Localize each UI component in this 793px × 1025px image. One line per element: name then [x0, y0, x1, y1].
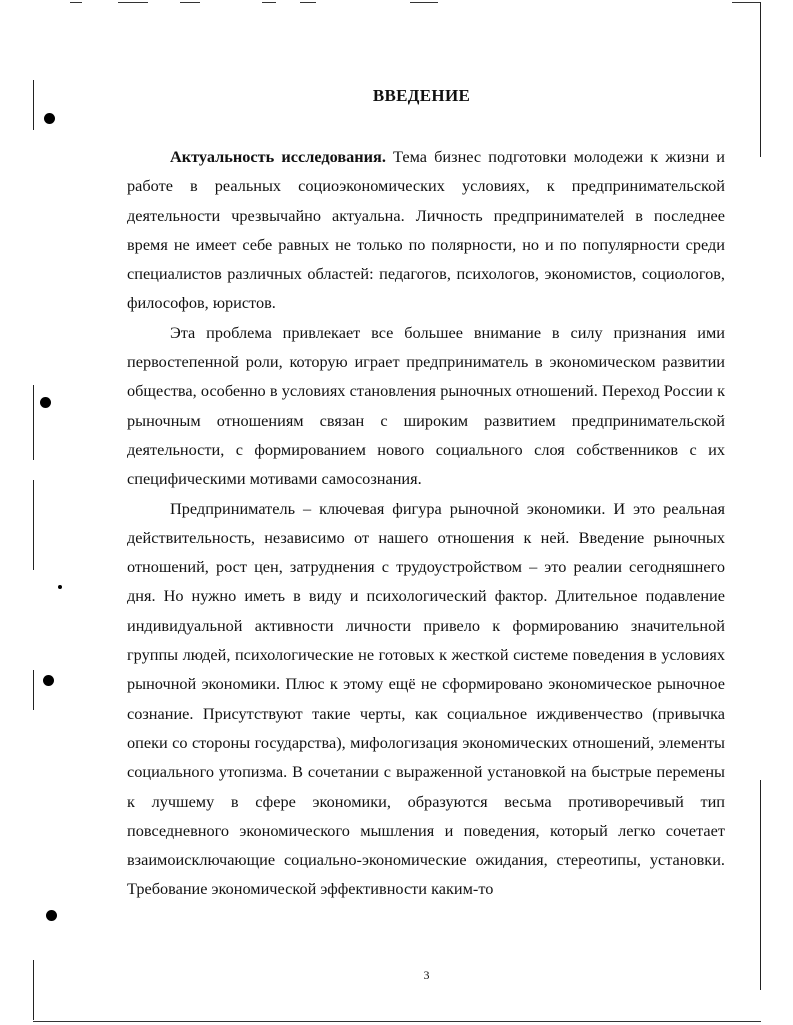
binder-hole-4 — [46, 910, 57, 921]
scan-artifact-top-4 — [262, 2, 276, 3]
paragraph-lead-heading: Актуальность исследования. — [170, 147, 386, 166]
page-number: 3 — [423, 968, 430, 982]
scan-artifact-top-1 — [70, 2, 82, 3]
paragraph-problem — [127, 318, 725, 494]
binder-hole-2 — [40, 397, 51, 408]
scan-artifact-top-2 — [118, 2, 148, 3]
document-body — [127, 142, 725, 904]
scan-artifact-top-5 — [300, 2, 316, 3]
scan-artifact-left-2 — [33, 385, 34, 460]
scan-artifact-bottom-edge — [33, 1021, 761, 1022]
paragraph-text: Предприниматель – ключевая фигура рыночной экономики. И это реальная действительность, независимо от нашего отношения к ней. Введение рыночных отношений, рост цен, затруднения с трудоустройством – это реалии сегодняшнего дня. Но нужно иметь в виду и психологический фактор. Длительное подавление индивидуальной активности личности привело к формированию значительной группы людей, психологические не готовых к жесткой системе поведения в условиях рыночной экономики. Плюс к этому ещё не сформировано экономическое рыночное сознание. Присутствуют такие черты, как социальное иждивенчество (привычка опеки со стороны государства), мифологизация экономических отношений, элементы социального утопизма. В сочетании с выраженной установкой на быстрые перемены к лучшему в сфере экономики, образуются весьма противоречивый тип повседневного экономического мышления и поведения, который легко сочетает взаимоисключающие социально-экономические ожидания, стереотипы, установки. Требование экономической эффективности каким-то — [127, 498, 725, 899]
scan-artifact-top-3 — [180, 2, 200, 3]
paragraph-text: Тема бизнес подготовки молодежи к жизни и работе в реальных социоэкономических условиях, к предпринимательской деятельности чрезвычайно актуальна. Личность предпринимателей в последнее время не имеет себе равных не только по полярности, но и по популярности среди специалистов различных областей: педагогов, психологов, экономистов, социологов, философов, юристов. — [127, 147, 726, 313]
scan-artifact-right-edge — [760, 2, 761, 157]
scan-artifact-top-6 — [410, 2, 438, 3]
paragraph-entrepreneur — [127, 494, 725, 904]
paragraph-text: Эта проблема привлекает все большее внимание в силу признания ими первостепенной роли, которую играет предприниматель в экономическом развитии общества, особенно в условиях становления рыночных отношений. Переход России к рыночным отношениям связан с широким развитием предпринимательской деятельности, с формированием нового социального слоя собственников с их специфическими мотивами самосознания. — [127, 322, 725, 489]
scan-speck — [58, 585, 62, 589]
scan-artifact-top-7 — [732, 2, 760, 3]
document-title: ВВЕДЕНИЕ — [372, 86, 471, 105]
binder-hole-1 — [44, 113, 55, 124]
binder-hole-3 — [43, 675, 54, 686]
paragraph-relevance — [127, 142, 725, 318]
scan-artifact-left-3 — [33, 480, 34, 570]
scan-artifact-right-edge-2 — [760, 780, 761, 990]
scan-artifact-left-4 — [33, 670, 34, 710]
